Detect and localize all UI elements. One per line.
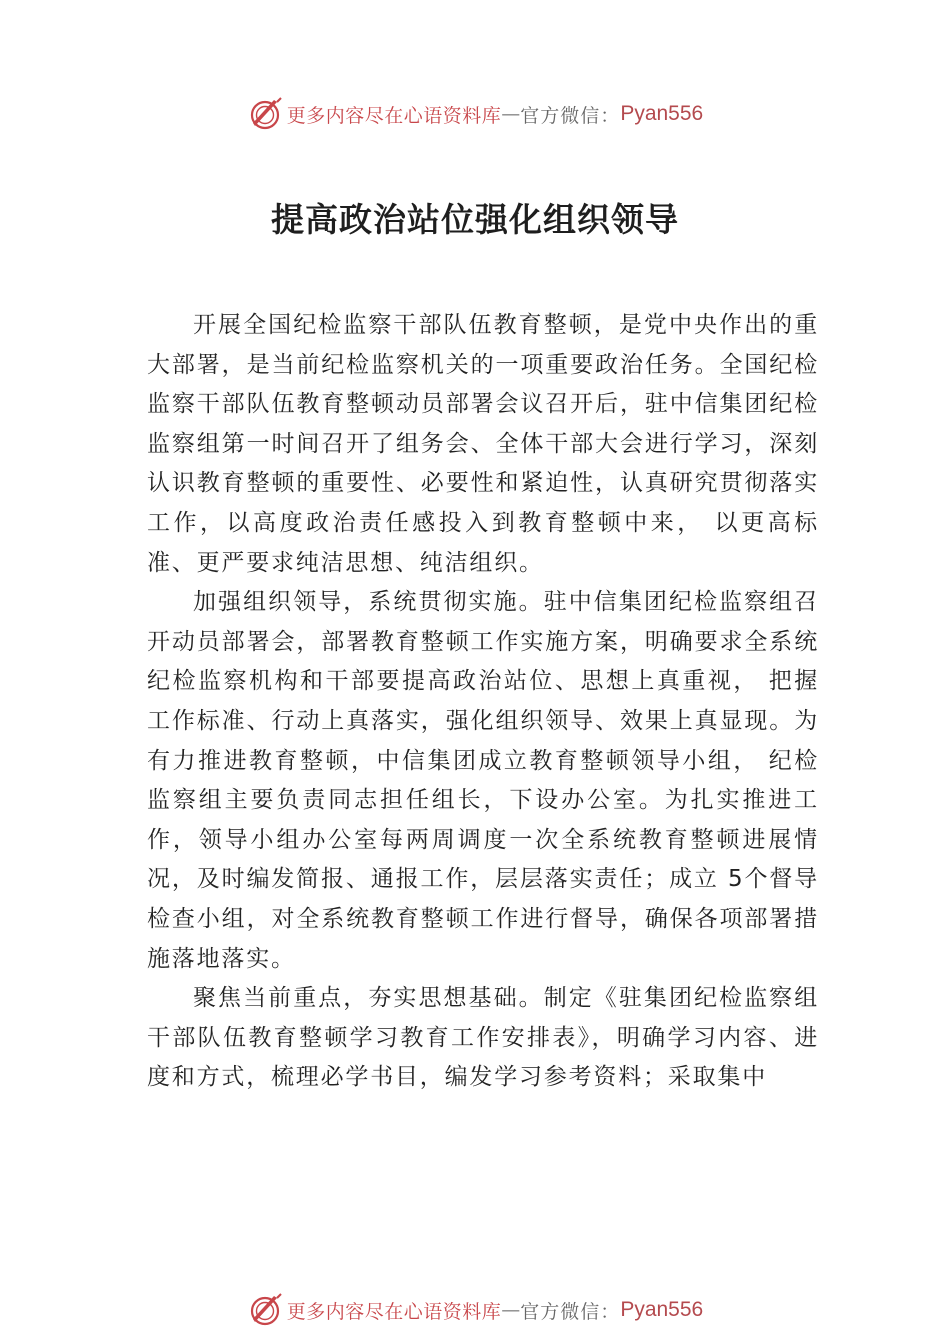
banner-wechat-label: 官方微信：	[520, 1300, 621, 1323]
quill-seal-icon	[247, 1292, 283, 1328]
footer-banner	[0, 1290, 950, 1330]
banner-main-text: 更多内容尽在心语资料库	[286, 104, 502, 127]
paragraph-1: 开展全国纪检监察干部队伍教育整顿，是党中央作出的重大部署，是当前纪检监察机关的一项重要政治任务。全国纪检监察干部队伍教育整顿动员部署会议召开后，驻中信集团纪检监察组第一时间召开了组务会、全体干部大会进行学习，深刻认识教育整顿的重要性、必要性和紧迫性，认真研究贯彻落实工作，以高度政治责任感投入到教育整顿中来， 以更高标准、更严要求纯洁思想、纯洁组织。	[147, 312, 819, 576]
banner-wechat-id: Pyan556	[620, 1298, 704, 1321]
banner-main-text: 更多内容尽在心语资料库	[286, 1300, 502, 1323]
banner-separator: —	[501, 1299, 521, 1321]
paragraph-3: 聚焦当前重点，夯实思想基础。制定《驻集团纪检监察组干部队伍教育整顿学习教育工作安排表》，明确学习内容、进度和方式，梳理必学书目，编发学习参考资料；采取集中	[147, 985, 819, 1091]
header-banner	[0, 94, 950, 134]
quill-seal-icon	[247, 96, 283, 132]
document-body	[147, 306, 819, 1098]
banner-wechat-id: Pyan556	[620, 102, 704, 125]
paragraph-2: 加强组织领导，系统贯彻实施。驻中信集团纪检监察组召开动员部署会，部署教育整顿工作实施方案，明确要求全系统纪检监察机构和干部要提高政治站位、思想上真重视， 把握工作标准、行动上真落实，强化组织领导、效果上真显现。为有力推进教育整顿，中信集团成立教育整顿领导小组， 纪检监察组主要负责同志担任组长，下设办公室。为扎实推进工作，领导小组办公室每两周调度一次全系统教育整顿进展情况，及时编发简报、通报工作，层层落实责任；成立 5个督导检查小组，对全系统教育整顿工作进行督导，确保各项部署措施落地落实。	[147, 589, 819, 972]
document-title: 提高政治站位强化组织领导	[271, 200, 679, 239]
banner-separator: —	[501, 103, 521, 125]
banner-wechat-label: 官方微信：	[520, 104, 621, 127]
